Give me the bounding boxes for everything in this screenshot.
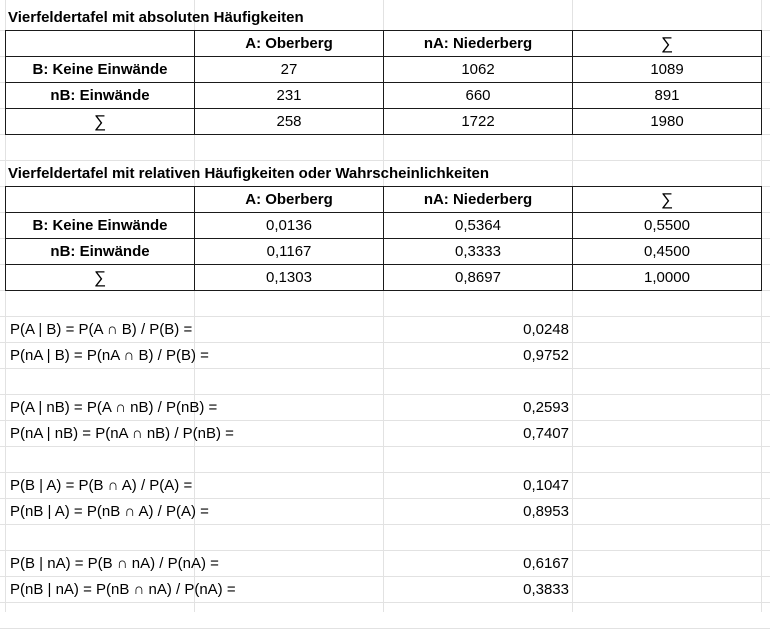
table2-cell[interactable]: 0,1303: [195, 265, 384, 291]
table2-row-keine-einwaende: [6, 213, 762, 239]
table1-header-niederberg[interactable]: nA: Niederberg: [384, 31, 573, 57]
formula-label[interactable]: P(A | nB) = P(A ∩ nB) / P(nB) =: [10, 399, 218, 416]
table2-cell[interactable]: 0,5500: [573, 213, 762, 239]
table2-cell[interactable]: 0,4500: [573, 239, 762, 265]
table2-cell[interactable]: 0,0136: [195, 213, 384, 239]
formula-value[interactable]: 0,1047: [523, 477, 569, 494]
table1-row-label[interactable]: nB: Einwände: [6, 83, 195, 109]
formula-label[interactable]: P(A | B) = P(A ∩ B) / P(B) =: [10, 321, 193, 338]
grid-line-horizontal: [0, 447, 770, 473]
table2-relative: [5, 186, 762, 291]
table1-cell[interactable]: 231: [195, 83, 384, 109]
table2-header-corner[interactable]: [6, 187, 195, 213]
table1-cell[interactable]: 1980: [573, 109, 762, 135]
formula-value[interactable]: 0,0248: [523, 321, 569, 338]
table1-header-row: [6, 31, 762, 57]
formula-row: [0, 577, 770, 603]
table2-header-sum[interactable]: ∑: [573, 187, 762, 213]
formula-label[interactable]: P(nA | nB) = P(nA ∩ nB) / P(nB) =: [10, 425, 234, 442]
table2-header-oberberg[interactable]: A: Oberberg: [195, 187, 384, 213]
table1-cell[interactable]: 1722: [384, 109, 573, 135]
table1-cell[interactable]: 258: [195, 109, 384, 135]
table1-header-sum[interactable]: ∑: [573, 31, 762, 57]
table1-title: Vierfeldertafel mit absoluten Häufigkeiten: [8, 9, 304, 26]
table1-row-label-sum[interactable]: ∑: [6, 109, 195, 135]
grid-line-horizontal: [0, 603, 770, 629]
table2-header-row: [6, 187, 762, 213]
table1-cell[interactable]: 660: [384, 83, 573, 109]
table1-cell[interactable]: 27: [195, 57, 384, 83]
formula-label[interactable]: P(nB | A) = P(nB ∩ A) / P(A) =: [10, 503, 209, 520]
table1-header-corner[interactable]: [6, 31, 195, 57]
table1-cell[interactable]: 891: [573, 83, 762, 109]
formula-label[interactable]: P(B | nA) = P(B ∩ nA) / P(nA) =: [10, 555, 219, 572]
table2-row-label-sum[interactable]: ∑: [6, 265, 195, 291]
formula-row: [0, 473, 770, 499]
table2-row-sum: [6, 265, 762, 291]
formula-value[interactable]: 0,8953: [523, 503, 569, 520]
table2-cell[interactable]: 0,1167: [195, 239, 384, 265]
table1-absolute: [5, 30, 762, 135]
table2-row-label[interactable]: B: Keine Einwände: [6, 213, 195, 239]
grid-line-horizontal: [0, 369, 770, 395]
formula-value[interactable]: 0,9752: [523, 347, 569, 364]
table1-row-keine-einwaende: [6, 57, 762, 83]
grid-line-horizontal: [0, 525, 770, 551]
table2-row-label[interactable]: nB: Einwände: [6, 239, 195, 265]
table1-row-sum: [6, 109, 762, 135]
formula-label[interactable]: P(nB | nA) = P(nB ∩ nA) / P(nA) =: [10, 581, 236, 598]
grid-line-horizontal: [0, 291, 770, 317]
table2-title: Vierfeldertafel mit relativen Häufigkeiten oder Wahrscheinlichkeiten: [8, 165, 489, 182]
formula-value[interactable]: 0,6167: [523, 555, 569, 572]
table1-cell[interactable]: 1089: [573, 57, 762, 83]
formula-row: [0, 499, 770, 525]
table2-cell[interactable]: 0,3333: [384, 239, 573, 265]
table1-row-einwaende: [6, 83, 762, 109]
table1-row-label[interactable]: B: Keine Einwände: [6, 57, 195, 83]
table2-cell[interactable]: 1,0000: [573, 265, 762, 291]
table2-row-einwaende: [6, 239, 762, 265]
formula-label[interactable]: P(nA | B) = P(nA ∩ B) / P(B) =: [10, 347, 209, 364]
formula-value[interactable]: 0,7407: [523, 425, 569, 442]
formula-row: [0, 317, 770, 343]
table1-cell[interactable]: 1062: [384, 57, 573, 83]
formula-row: [0, 395, 770, 421]
formula-row: [0, 421, 770, 447]
grid-line-horizontal: [0, 135, 770, 161]
table1-header-oberberg[interactable]: A: Oberberg: [195, 31, 384, 57]
formula-row: [0, 343, 770, 369]
table2-cell[interactable]: 0,5364: [384, 213, 573, 239]
formula-value[interactable]: 0,2593: [523, 399, 569, 416]
table2-header-niederberg[interactable]: nA: Niederberg: [384, 187, 573, 213]
formula-label[interactable]: P(B | A) = P(B ∩ A) / P(A) =: [10, 477, 193, 494]
table2-cell[interactable]: 0,8697: [384, 265, 573, 291]
formula-row: [0, 551, 770, 577]
formula-value[interactable]: 0,3833: [523, 581, 569, 598]
